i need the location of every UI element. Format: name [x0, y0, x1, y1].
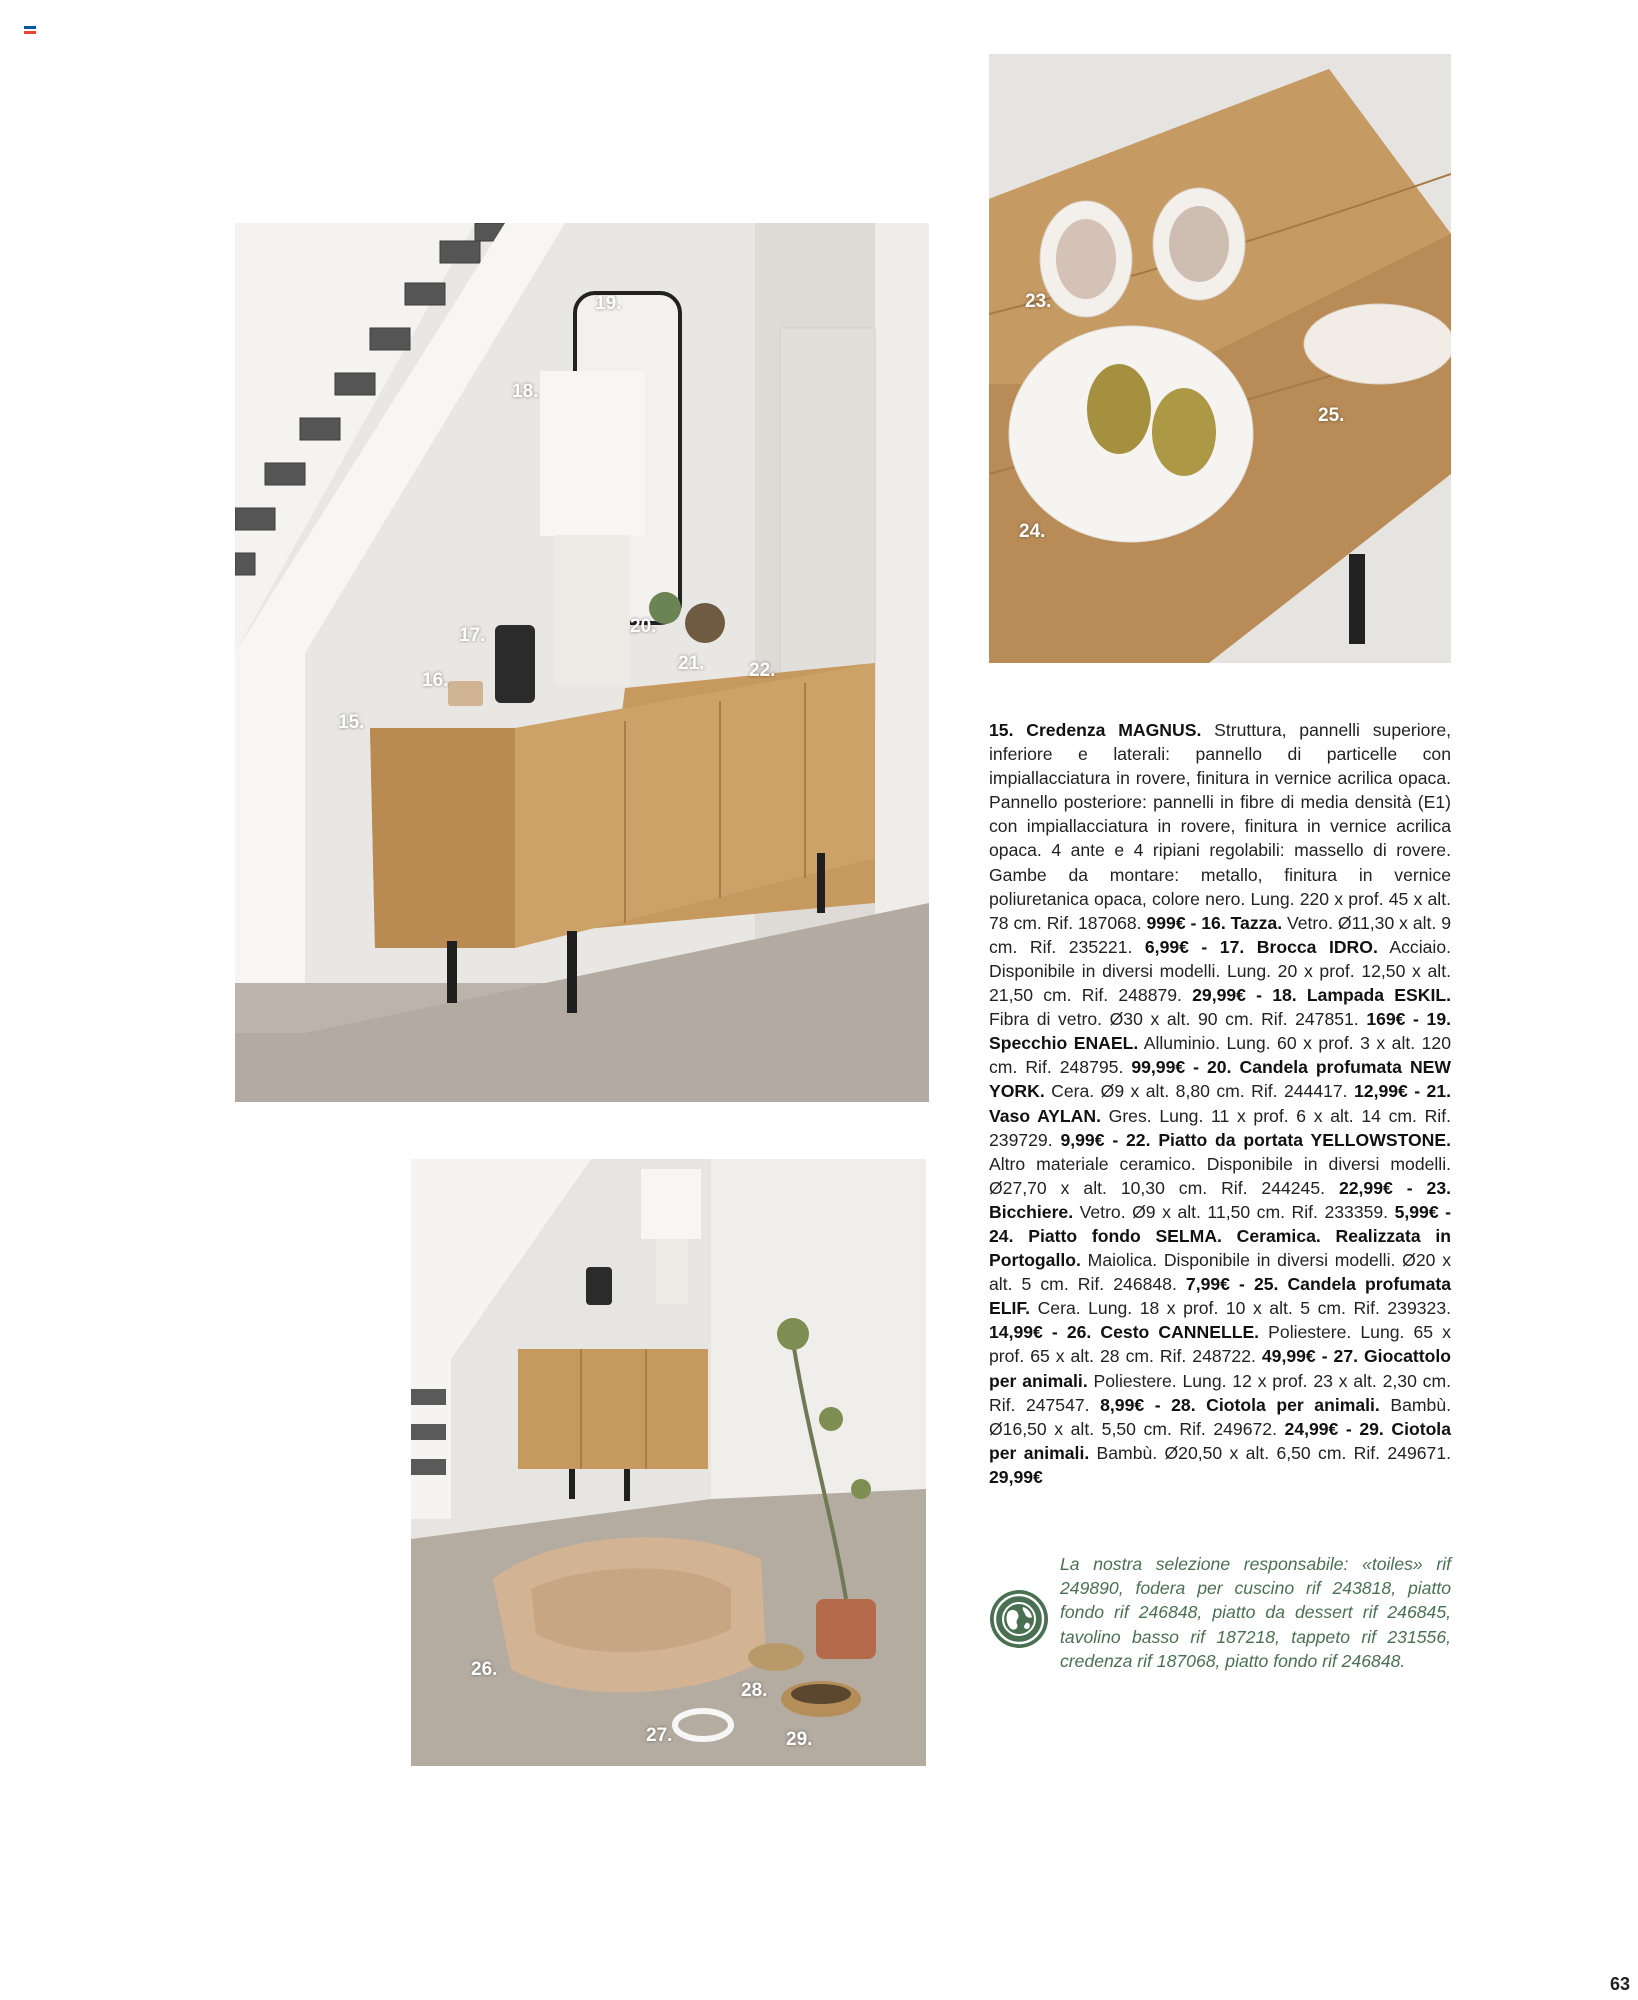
- product-price-title: 14,99€ - 26. Cesto CANNELLE.: [989, 1322, 1260, 1343]
- product-price-title: 169€ - 19. Specchio ENAEL.: [989, 1009, 1451, 1054]
- product-price-title: 7,99€ - 25. Candela profumata ELIF.: [989, 1274, 1451, 1319]
- item-label: 24.: [1019, 521, 1046, 542]
- flag-icon: [24, 26, 36, 34]
- product-details: Cera. Lung. 18 x prof. 10 x alt. 5 cm. Rif. 239323.: [1030, 1298, 1451, 1319]
- item-label: 27.: [646, 1725, 673, 1746]
- item-label: 21.: [678, 653, 705, 674]
- product-price-title: 22,99€ - 23. Bicchiere.: [989, 1177, 1451, 1222]
- product-price-title: 999€ - 16. Tazza.: [1146, 912, 1283, 933]
- sideboard-illustration: [235, 223, 929, 1102]
- product-details: Fibra di vetro. Ø30 x alt. 90 cm. Rif. 247851.: [989, 1009, 1367, 1030]
- product-details: Altro materiale ceramico. Disponibile in diversi modelli. Ø27,70 x alt. 10,30 cm. Rif. 244245.: [989, 1153, 1451, 1198]
- product-details: Bambù. Ø20,50 x alt. 6,50 cm. Rif. 249671.: [1089, 1442, 1451, 1463]
- product-description: [989, 718, 1451, 1489]
- item-label: 28.: [741, 1680, 768, 1701]
- globe-icon: [990, 1590, 1048, 1648]
- product-details: Vetro. Ø11,30 x alt. 9 cm. Rif. 235221.: [989, 912, 1451, 957]
- product-price-title: 49,99€ - 27. Giocattolo per animali.: [989, 1346, 1451, 1391]
- item-label: 15.: [338, 712, 365, 733]
- product-details: Alluminio. Lung. 60 x prof. 3 x alt. 120 cm. Rif. 248795.: [989, 1033, 1451, 1078]
- item-label: 22.: [749, 660, 776, 681]
- item-label: 19.: [595, 293, 622, 314]
- product-price-title: 12,99€ - 21. Vaso AYLAN.: [989, 1081, 1452, 1126]
- product-details: Maiolica. Disponibile in diversi modelli. Ø20 x alt. 5 cm. Rif. 246848.: [989, 1250, 1451, 1295]
- product-details: Cera. Ø9 x alt. 8,80 cm. Rif. 244417.: [1044, 1081, 1354, 1102]
- item-label: 25.: [1318, 405, 1345, 426]
- product-price-title: 6,99€ - 17. Brocca IDRO.: [1144, 936, 1378, 957]
- product-price-title: 15. Credenza MAGNUS.: [989, 720, 1202, 740]
- product-price-title: 9,99€ - 22. Piatto da portata YELLOWSTONE.: [1060, 1129, 1451, 1150]
- photo-sideboard-scene: [235, 223, 929, 1102]
- product-details: Poliestere. Lung. 65 x prof. 65 x alt. 28 cm. Rif. 248722.: [989, 1322, 1451, 1367]
- product-price-title: 24,99€ - 29. Ciotola per animali.: [989, 1418, 1451, 1463]
- product-details: Struttura, pannelli superiore, inferiore e laterali: pannello di particelle con impiallacciatura in rovere, finitura in vernice acrilica opaca. Pannello posteriore: pannelli in fibre di media densità (E1) con impiallacciatura in rovere, finitura in vernice acrilica opaca. 4 ante e 4 ripiani regolabili: massello di rovere. Gambe da montare: metallo, finitura in vernice poliuretanica opaca, colore nero. Lung. 220 x prof. 45 x alt. 78 cm. Rif. 187068.: [989, 720, 1451, 933]
- product-details: Acciaio. Disponibile in diversi modelli. Lung. 20 x prof. 12,50 x alt. 21,50 cm. Rif. 248879.: [989, 936, 1451, 1006]
- product-price-title: 99,99€ - 20. Candela profumata NEW YORK.: [989, 1057, 1451, 1102]
- item-label: 18.: [512, 381, 539, 402]
- item-label: 23.: [1025, 291, 1052, 312]
- product-price-title: 5,99€ - 24. Piatto fondo SELMA. Ceramica. Realizzata in Portogallo.: [989, 1201, 1452, 1271]
- eco-badge: [990, 1590, 1048, 1648]
- photo-pet-bed-scene: [411, 1159, 926, 1766]
- item-label: 20.: [630, 616, 657, 637]
- item-label: 29.: [786, 1729, 813, 1750]
- item-label: 17.: [459, 625, 486, 646]
- product-price-title: 29,99€: [989, 1466, 1043, 1487]
- photo-table-scene: [989, 54, 1451, 663]
- item-label: 26.: [471, 1659, 498, 1680]
- item-label: 16.: [422, 670, 449, 691]
- product-details: Bambù. Ø16,50 x alt. 5,50 cm. Rif. 249672.: [989, 1394, 1452, 1439]
- product-details: Vetro. Ø9 x alt. 11,50 cm. Rif. 233359.: [1073, 1201, 1395, 1222]
- responsible-selection-text: La nostra selezione responsabile: «toiles» rif 249890, fodera per cuscino rif 243818, piatto fondo rif 246848, piatto da dessert rif 246845, tavolino basso rif 187218, tappeto rif 231556, credenza rif 187068, piatto fondo rif 246848.: [1060, 1554, 1451, 1671]
- flag-stripe-red: [24, 31, 36, 34]
- table-illustration: [989, 54, 1451, 663]
- product-details: Gres. Lung. 11 x prof. 6 x alt. 14 cm. Rif. 239729.: [989, 1105, 1451, 1150]
- page-number: 63: [1609, 1974, 1630, 1994]
- product-details: Poliestere. Lung. 12 x prof. 23 x alt. 2,30 cm. Rif. 247547.: [989, 1370, 1452, 1415]
- product-price-title: 8,99€ - 28. Ciotola per animali.: [1100, 1394, 1380, 1415]
- product-price-title: 29,99€ - 18. Lampada ESKIL.: [1192, 985, 1451, 1006]
